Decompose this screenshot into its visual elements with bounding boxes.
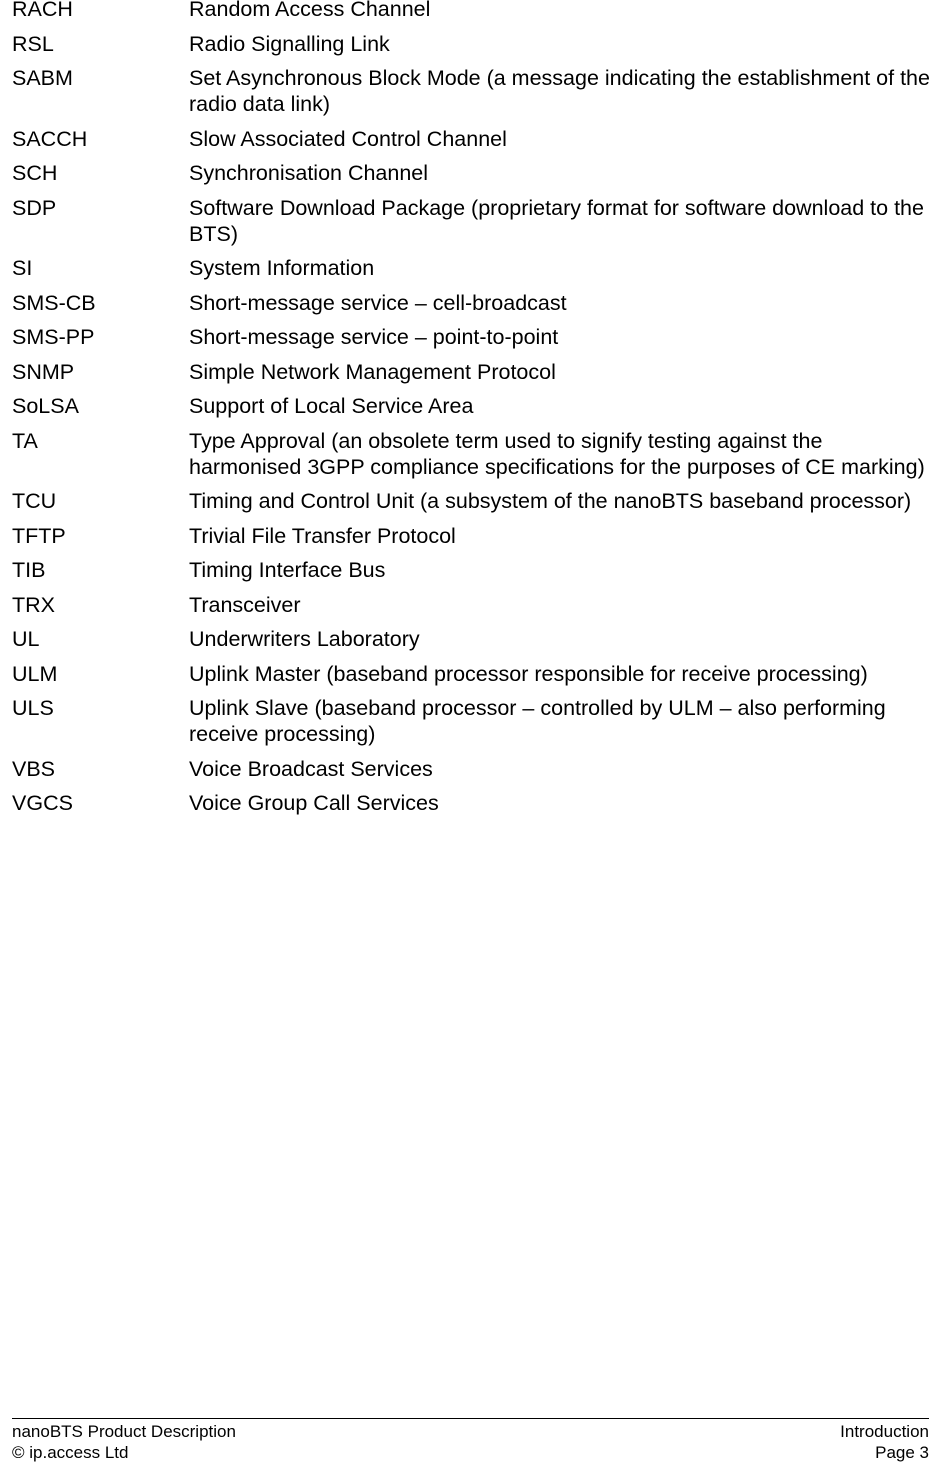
glossary-entry bbox=[12, 557, 936, 583]
glossary-term: ULM bbox=[12, 661, 58, 686]
glossary-definition: Timing Interface Bus bbox=[189, 558, 386, 582]
glossary-entry bbox=[12, 695, 936, 747]
glossary-definition: Underwriters Laboratory bbox=[189, 627, 420, 651]
footer-document-title: nanoBTS Product Description bbox=[12, 1422, 236, 1441]
glossary-entry bbox=[12, 592, 936, 618]
glossary-term: UL bbox=[12, 627, 40, 651]
glossary-term: SABM bbox=[12, 66, 73, 90]
glossary-term: TA bbox=[12, 428, 38, 453]
glossary-entry bbox=[12, 324, 936, 350]
glossary-term: TIB bbox=[12, 558, 46, 582]
glossary-term: SI bbox=[12, 256, 33, 280]
footer-row-bottom bbox=[12, 1442, 929, 1463]
glossary-term: SMS-CB bbox=[12, 290, 96, 315]
glossary-definition: Support of Local Service Area bbox=[189, 394, 474, 418]
glossary-definition: Synchronisation Channel bbox=[189, 161, 429, 185]
footer-copyright: © ip.access Ltd bbox=[12, 1443, 129, 1462]
glossary-entry bbox=[12, 428, 936, 480]
glossary-term: SoLSA bbox=[12, 394, 79, 418]
glossary-term: SACCH bbox=[12, 126, 88, 151]
glossary-term: TFTP bbox=[12, 523, 66, 548]
glossary-definition: Uplink Slave (baseband processor – controlled by ULM – also performing receive processing) bbox=[189, 696, 886, 746]
glossary-entry bbox=[12, 160, 936, 186]
glossary-definition: Uplink Master (baseband processor responsible for receive processing) bbox=[189, 661, 868, 686]
glossary-term: SMS-PP bbox=[12, 325, 95, 349]
page-footer bbox=[12, 1418, 929, 1463]
glossary-entry bbox=[12, 126, 936, 152]
glossary-definition: Transceiver bbox=[189, 592, 301, 617]
glossary-term: TCU bbox=[12, 489, 57, 513]
glossary-definition: Short-message service – cell-broadcast bbox=[189, 290, 567, 315]
glossary-entry bbox=[12, 290, 936, 316]
glossary-entry bbox=[12, 626, 936, 652]
glossary-list bbox=[12, 0, 936, 825]
glossary-term: VGCS bbox=[12, 791, 73, 815]
glossary-definition: Short-message service – point-to-point bbox=[189, 325, 559, 349]
glossary-entry bbox=[12, 393, 936, 419]
glossary-entry bbox=[12, 65, 936, 117]
glossary-entry bbox=[12, 523, 936, 549]
glossary-entry bbox=[12, 661, 936, 687]
footer-page-number: Page 3 bbox=[875, 1443, 929, 1462]
glossary-definition: Slow Associated Control Channel bbox=[189, 126, 507, 151]
glossary-definition: Trivial File Transfer Protocol bbox=[189, 523, 456, 548]
glossary-entry bbox=[12, 31, 936, 57]
glossary-definition: Simple Network Management Protocol bbox=[189, 359, 556, 384]
glossary-term: VBS bbox=[12, 756, 56, 781]
glossary-term: SNMP bbox=[12, 359, 75, 384]
glossary-definition: Voice Group Call Services bbox=[189, 791, 439, 815]
glossary-term: SCH bbox=[12, 161, 58, 185]
glossary-term: ULS bbox=[12, 696, 54, 720]
glossary-definition: Random Access Channel bbox=[189, 0, 431, 21]
glossary-entry bbox=[12, 359, 936, 385]
glossary-entry bbox=[12, 488, 936, 514]
glossary-term: TRX bbox=[12, 592, 55, 617]
glossary-definition: Software Download Package (proprietary format for software download to the BTS) bbox=[189, 195, 924, 246]
glossary-definition: Voice Broadcast Services bbox=[189, 756, 433, 781]
glossary-term: RACH bbox=[12, 0, 73, 21]
glossary-definition: Radio Signalling Link bbox=[189, 31, 390, 56]
glossary-definition: System Information bbox=[189, 256, 375, 280]
glossary-definition: Set Asynchronous Block Mode (a message indicating the establishment of the radio data link) bbox=[189, 66, 930, 116]
glossary-entry bbox=[12, 790, 936, 816]
glossary-term: RSL bbox=[12, 31, 54, 56]
footer-row-top bbox=[12, 1421, 929, 1442]
glossary-entry bbox=[12, 756, 936, 782]
glossary-entry bbox=[12, 255, 936, 281]
glossary-entry bbox=[12, 0, 936, 22]
glossary-definition: Timing and Control Unit (a subsystem of the nanoBTS baseband processor) bbox=[189, 489, 912, 513]
glossary-term: SDP bbox=[12, 195, 57, 220]
glossary-definition: Type Approval (an obsolete term used to signify testing against the harmonised 3GPP compliance specifications for the purposes of CE marking) bbox=[189, 428, 925, 479]
glossary-entry bbox=[12, 195, 936, 247]
footer-section-name: Introduction bbox=[840, 1422, 929, 1441]
